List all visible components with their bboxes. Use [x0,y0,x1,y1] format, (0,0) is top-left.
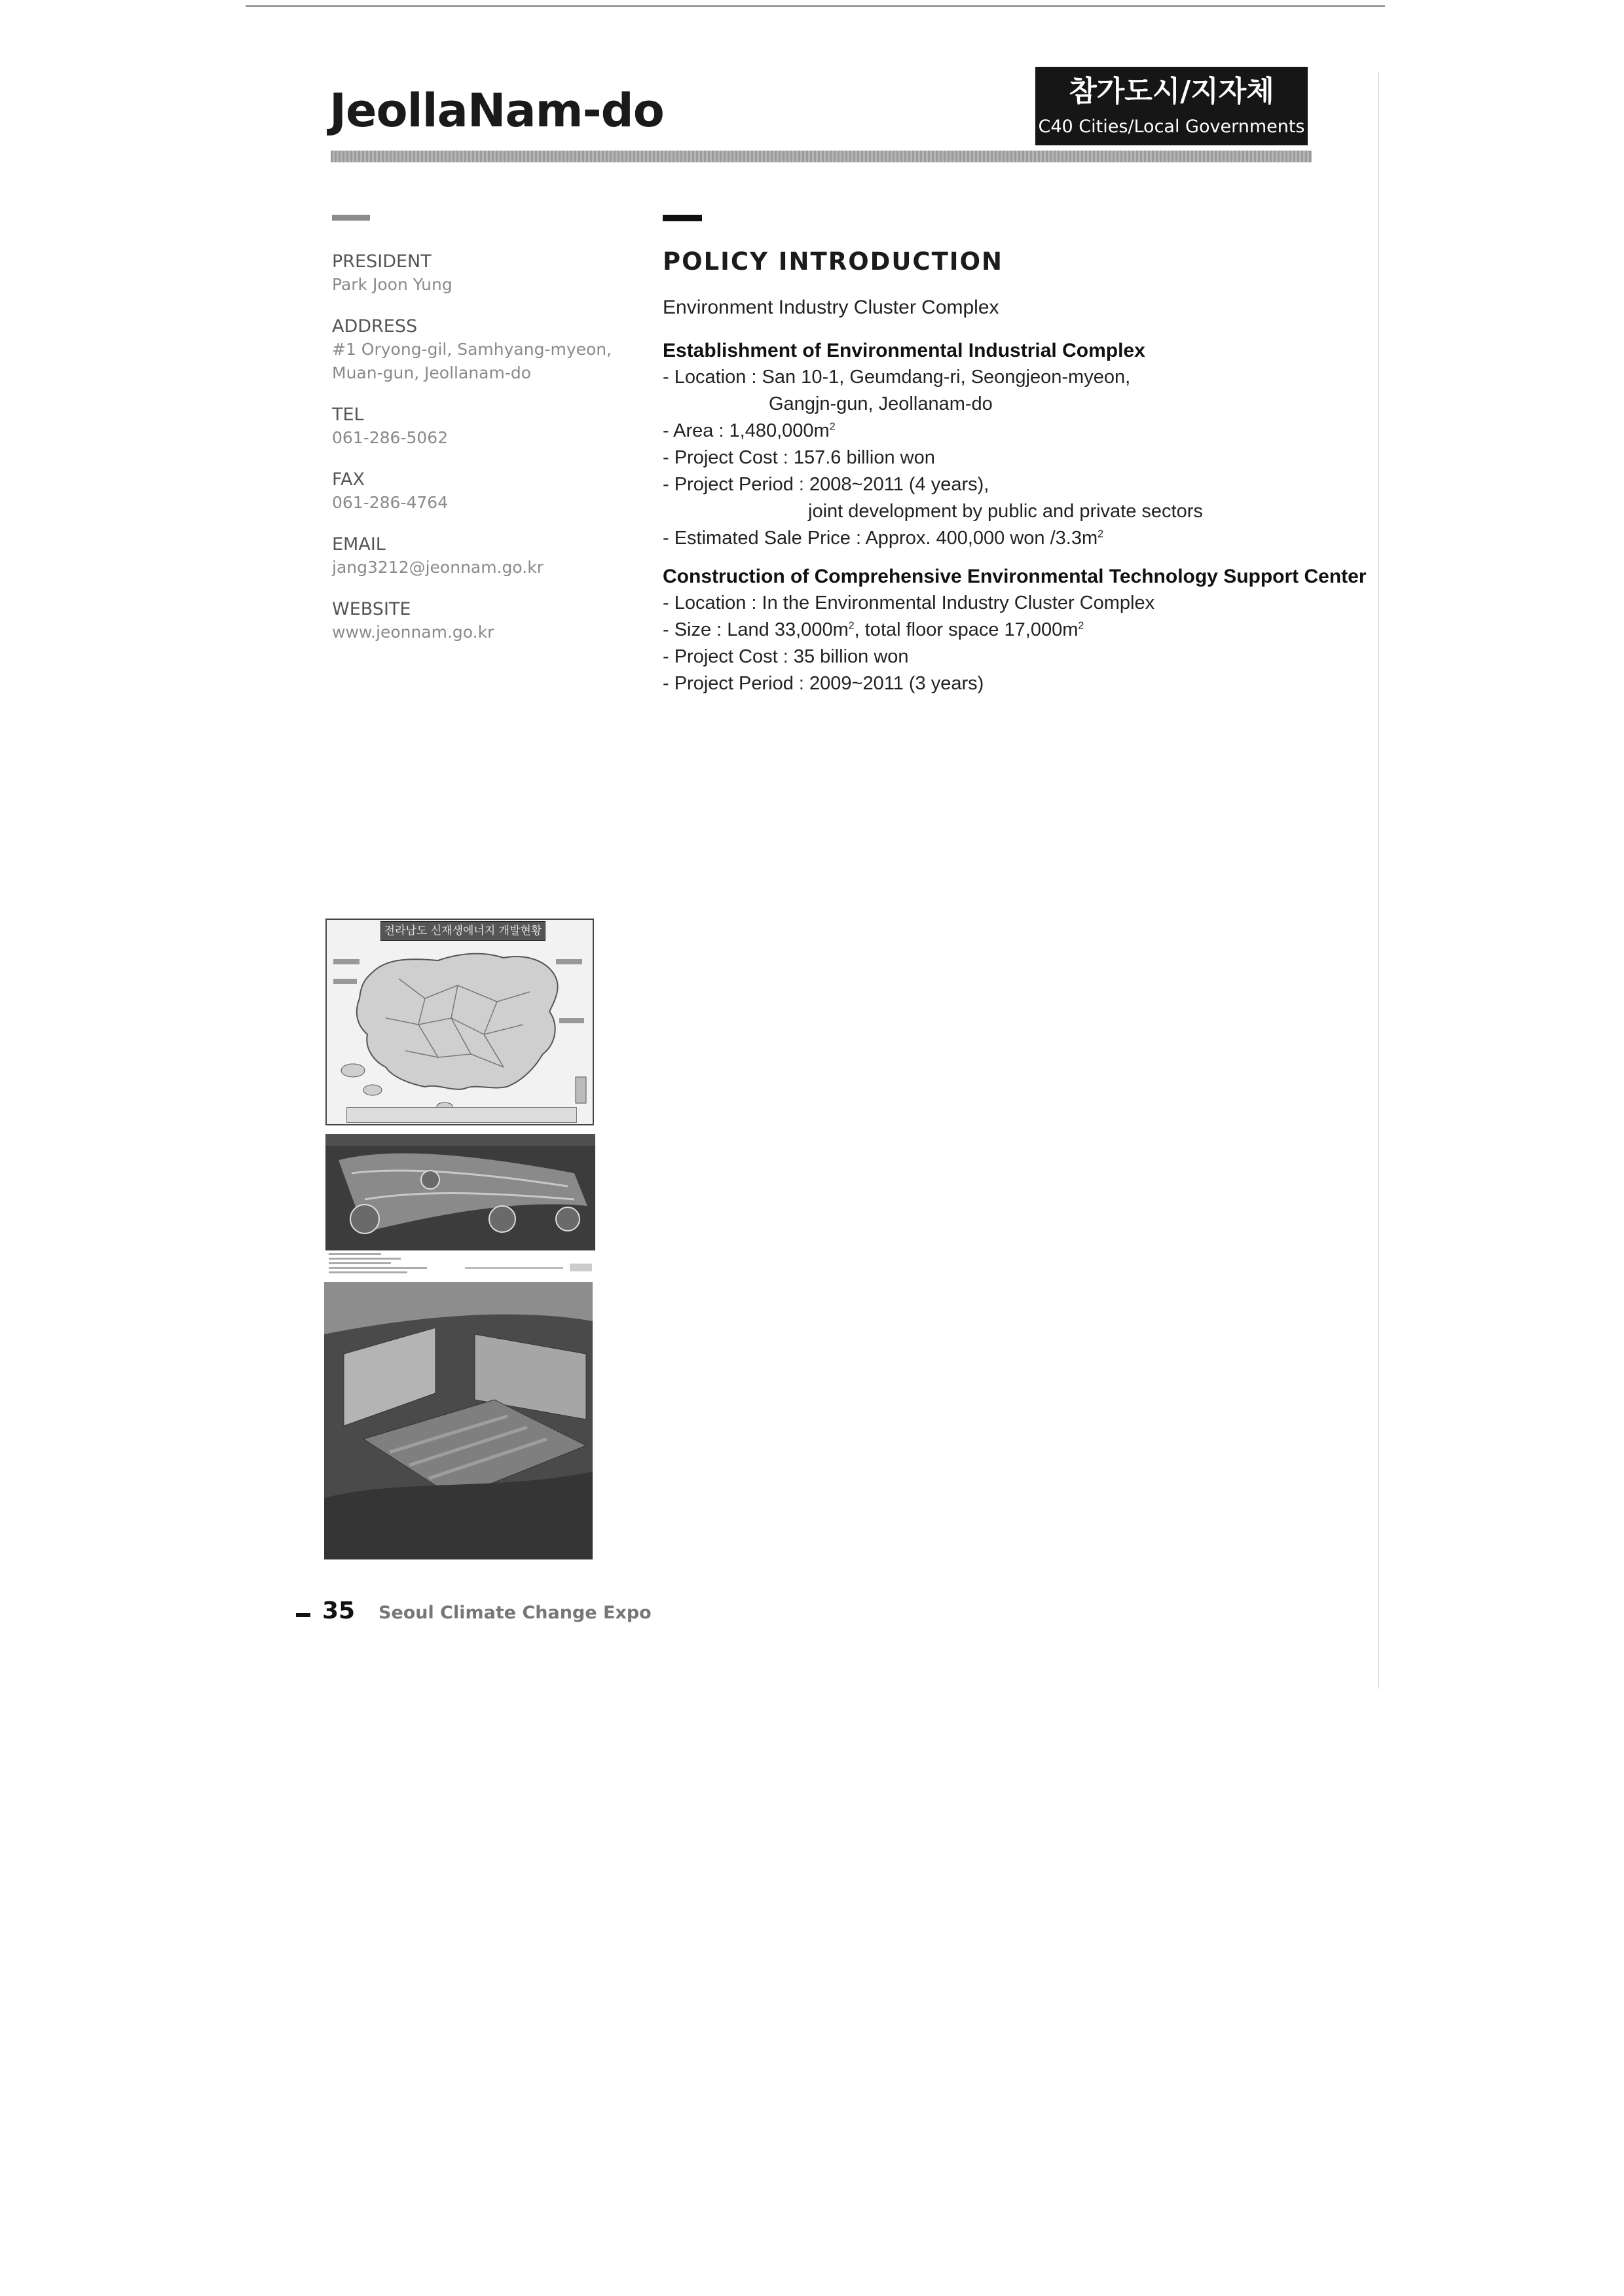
cost-item: - Project Cost : 35 billion won [663,646,909,667]
top-rule [246,5,1385,7]
policy-column [663,215,1370,697]
price-text: - Estimated Sale Price : Approx. 400,000 won /3.3m [663,528,1098,549]
tel-label: TEL [332,405,364,425]
website-label: WEBSITE [332,599,411,619]
policy-block-establishment [663,338,1370,552]
map-legend-strip [346,1107,577,1123]
area-superscript: 2 [829,421,836,433]
president-label: PRESIDENT [332,251,432,272]
period-item: - Project Period : 2008~2011 (4 years), [663,474,989,495]
section-badge [1035,67,1308,145]
president-value: Park Joon Yung [332,275,452,294]
block-title: Construction of Comprehensive Environmental Technology Support Center [663,566,1367,587]
size-item [663,617,1370,644]
website-value[interactable]: www.jeonnam.go.kr [332,623,494,642]
price-superscript: 2 [1098,528,1104,540]
fax-value: 061-286-4764 [332,493,449,512]
email-value[interactable]: jang3212@jeonnam.go.kr [332,558,544,577]
page-number: 35 [322,1597,356,1624]
policy-heading: POLICY INTRODUCTION [663,247,1003,276]
policy-marker [663,215,702,221]
location-item: - Location : San 10-1, Geumdang-ri, Seongjeon-myeon, [663,367,1131,388]
size-superscript-2: 2 [1078,620,1084,632]
size-text-a: - Size : Land 33,000m [663,619,849,640]
area-text: - Area : 1,480,000m [663,420,830,441]
publication-title: Seoul Climate Change Expo [378,1603,652,1623]
cost-item: - Project Cost : 157.6 billion won [663,447,935,468]
period-item: - Project Period : 2009~2011 (3 years) [663,673,984,694]
building-illustration [324,1282,593,1559]
contact-column [332,215,614,663]
period-item-continued: joint development by public and private sectors [808,501,1203,522]
legend-lines [327,1252,596,1275]
renewable-energy-map-image [325,919,594,1125]
price-item [663,525,1370,552]
size-text-b: , total floor space 17,000m [854,619,1079,640]
location-item: - Location : In the Environmental Industry Cluster Complex [663,592,1155,613]
badge-korean-label: 참가도시/지자체 [1069,75,1274,108]
aerial-legend-notes [327,1252,596,1275]
tel-value: 061-286-5062 [332,428,449,447]
policy-intro: Environment Industry Cluster Complex [663,297,999,318]
aerial-illustration [325,1134,595,1250]
map-title-banner: 전라남도 신재생에너지 개발현황 [380,921,545,941]
page-title: JeollaNam-do [329,84,664,137]
title-rule [331,151,1312,162]
location-item-continued: Gangjn-gun, Jeollanam-do [769,393,993,414]
address-label: ADDRESS [332,316,418,337]
footer-dash [296,1613,310,1617]
page-edge [1378,72,1379,1689]
contact-marker [332,215,370,221]
map-illustration [327,920,593,1124]
industrial-complex-aerial-image [325,1134,595,1250]
address-value: #1 Oryong-gil, Samhyang-myeon, Muan-gun, Jeollanam-do [332,340,612,382]
support-center-rendering-image [324,1282,593,1559]
fax-label: FAX [332,469,365,490]
email-label: EMAIL [332,534,386,555]
policy-block-support-center [663,564,1370,697]
badge-english-label: C40 Cities/Local Governments [1038,117,1305,137]
block-title: Establishment of Environmental Industrial Complex [663,340,1145,361]
size-superscript-1: 2 [848,620,855,632]
area-item [663,418,1370,445]
